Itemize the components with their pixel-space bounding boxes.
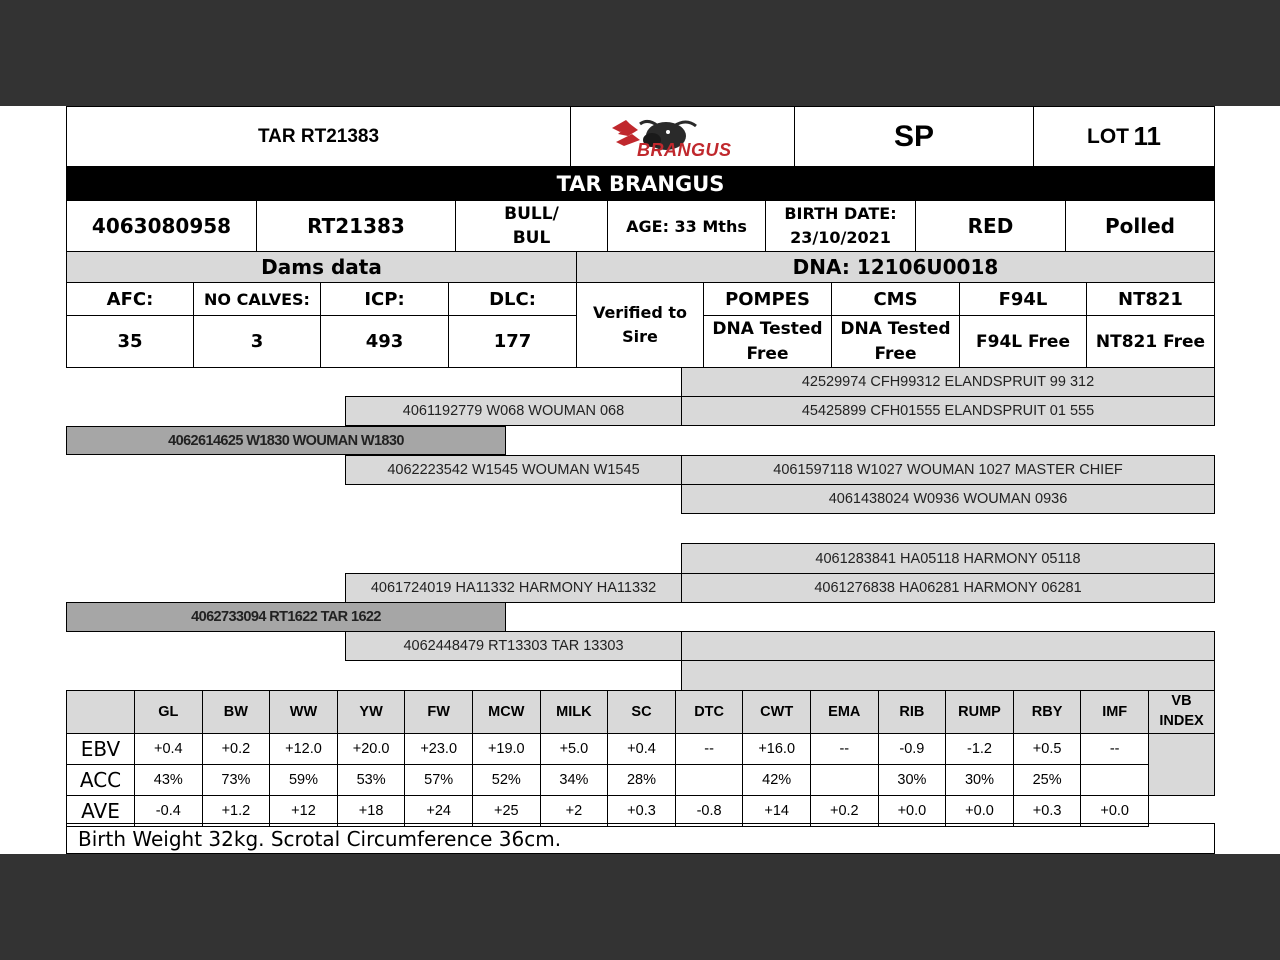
lot-number: 11: [1133, 121, 1161, 151]
pedigree-dam-sire-sire: 4061283841 HA05118 HARMONY 05118: [681, 543, 1215, 574]
ebv-ave-rump: +0.0: [945, 795, 1014, 827]
ebv-row-label-acc: ACC: [66, 764, 135, 796]
dna-test-f94l: F94L: [959, 282, 1087, 316]
dna-verified: Verified to Sire: [576, 282, 704, 368]
ebv-header-gl: GL: [134, 690, 203, 734]
animal-name: TAR RT21383: [66, 106, 571, 167]
ebv-ave-fw: +24: [404, 795, 473, 827]
ebv-ave-yw: +18: [337, 795, 406, 827]
pedigree-dam: 4062733094 RT1622 TAR 1622: [66, 602, 506, 632]
ebv-ave-ww: +12: [269, 795, 338, 827]
dna-result-nt821: NT821 Free: [1086, 315, 1215, 368]
ebv-ebv-mcw: +19.0: [472, 733, 541, 765]
dams-header-calves: NO CALVES:: [193, 282, 321, 316]
ebv-ebv-rib: -0.9: [878, 733, 947, 765]
ebv-acc-ww: 59%: [269, 764, 338, 796]
ebv-ebv-cwt: +16.0: [742, 733, 811, 765]
dams-header-dlc: DLC:: [448, 282, 577, 316]
notes-row: [66, 823, 1215, 854]
pedigree-dam-dam: 4062448479 RT13303 TAR 13303: [345, 631, 682, 661]
lot-label: LOT: [1087, 124, 1130, 148]
dams-value-calves: 3: [193, 315, 321, 368]
ebv-vb-index-body: [1148, 733, 1215, 796]
pedigree-dam-dam-sire: [681, 631, 1215, 661]
ebv-ebv-rump: -1.2: [945, 733, 1014, 765]
ebv-ebv-imf: --: [1080, 733, 1149, 765]
dna-title: DNA: 12106U0018: [576, 251, 1215, 283]
ebv-header-imf: IMF: [1080, 690, 1149, 734]
ebv-ave-rib: +0.0: [878, 795, 947, 827]
sex-cell: BULL/ BUL: [455, 200, 608, 252]
dna-test-cms: CMS: [831, 282, 960, 316]
ebv-acc-yw: 53%: [337, 764, 406, 796]
ebv-ave-rby: +0.3: [1013, 795, 1082, 827]
ebv-ebv-rby: +0.5: [1013, 733, 1082, 765]
ebv-header-mcw: MCW: [472, 690, 541, 734]
pedigree-sire-dam-sire: 4061597118 W1027 WOUMAN 1027 MASTER CHIEF: [681, 455, 1215, 485]
code-cell: SP: [794, 106, 1034, 167]
horn-cell: Polled: [1065, 200, 1215, 252]
pedigree-sire-sire-dam: 45425899 CFH01555 ELANDSPRUIT 01 555: [681, 396, 1215, 426]
birth-date-value: 23/10/2021: [790, 228, 891, 247]
ebv-ave-cwt: +14: [742, 795, 811, 827]
ebv-acc-rib: 30%: [878, 764, 947, 796]
logo-text: BRANGUS: [637, 140, 732, 160]
dams-header-afc: AFC:: [66, 282, 194, 316]
ebv-acc-bw: 73%: [202, 764, 271, 796]
notes-text: Birth Weight 32kg. Scrotal Circumference 36cm.: [78, 826, 562, 851]
ebv-acc-mcw: 52%: [472, 764, 541, 796]
ebv-ave-mcw: +25: [472, 795, 541, 827]
ebv-header-rib: RIB: [878, 690, 947, 734]
ebv-ebv-dtc: --: [675, 733, 744, 765]
ebv-ave-imf: +0.0: [1080, 795, 1149, 827]
ebv-ave-gl: -0.4: [134, 795, 203, 827]
dams-value-dlc: 177: [448, 315, 577, 368]
ebv-header-bw: BW: [202, 690, 271, 734]
pedigree-sire-sire: 4061192779 W068 WOUMAN 068: [345, 396, 682, 426]
ebv-ave-bw: +1.2: [202, 795, 271, 827]
ebv-ebv-ema: --: [810, 733, 879, 765]
pedigree-sire-dam: 4062223542 W1545 WOUMAN W1545: [345, 455, 682, 485]
colour-cell: RED: [915, 200, 1066, 252]
pedigree-dam-dam-dam: [681, 660, 1215, 691]
ebv-ebv-sc: +0.4: [607, 733, 676, 765]
ebv-acc-milk: 34%: [540, 764, 609, 796]
dams-header-icp: ICP:: [320, 282, 449, 316]
dna-test-pompes: POMPES: [703, 282, 832, 316]
dams-value-afc: 35: [66, 315, 194, 368]
ebv-header-milk: MILK: [540, 690, 609, 734]
ebv-header-vb-index: VB INDEX: [1148, 690, 1215, 734]
brangus-logo: [570, 106, 795, 167]
ebv-header-fw: FW: [404, 690, 473, 734]
dams-title: Dams data: [66, 251, 577, 283]
dams-value-icp: 493: [320, 315, 449, 368]
ebv-acc-dtc: [675, 764, 744, 796]
pedigree-dam-sire: 4061724019 HA11332 HARMONY HA11332: [345, 573, 682, 603]
ebv-header-dtc: DTC: [675, 690, 744, 734]
ebv-header-ww: WW: [269, 690, 338, 734]
ebv-header-ema: EMA: [810, 690, 879, 734]
ebv-header-rby: RBY: [1013, 690, 1082, 734]
ebv-acc-ema: [810, 764, 879, 796]
breeder-bar: TAR BRANGUS: [66, 167, 1215, 200]
age-cell: AGE: 33 Mths: [607, 200, 766, 252]
ebv-header-corner: [66, 690, 135, 734]
ebv-acc-gl: 43%: [134, 764, 203, 796]
ident-number: RT21383: [256, 200, 456, 252]
ebv-ebv-milk: +5.0: [540, 733, 609, 765]
ebv-acc-cwt: 42%: [742, 764, 811, 796]
dna-result-cms: DNA Tested Free: [831, 315, 960, 368]
ebv-header-yw: YW: [337, 690, 406, 734]
pedigree-sire-sire-sire: 42529974 CFH99312 ELANDSPRUIT 99 312: [681, 367, 1215, 397]
ebv-ebv-ww: +12.0: [269, 733, 338, 765]
lot-sheet: [0, 106, 1280, 854]
ebv-acc-sc: 28%: [607, 764, 676, 796]
ebv-header-rump: RUMP: [945, 690, 1014, 734]
ebv-ave-milk: +2: [540, 795, 609, 827]
ebv-ebv-gl: +0.4: [134, 733, 203, 765]
dna-result-pompes: DNA Tested Free: [703, 315, 832, 368]
reg-number: 4063080958: [66, 200, 257, 252]
ebv-ave-sc: +0.3: [607, 795, 676, 827]
ebv-acc-fw: 57%: [404, 764, 473, 796]
pedigree-dam-sire-dam: 4061276838 HA06281 HARMONY 06281: [681, 573, 1215, 603]
pedigree-sire-dam-dam: 4061438024 W0936 WOUMAN 0936: [681, 484, 1215, 514]
pedigree-sire: 4062614625 W1830 WOUMAN W1830: [66, 426, 506, 455]
ebv-ave-ema: +0.2: [810, 795, 879, 827]
ebv-ebv-bw: +0.2: [202, 733, 271, 765]
birth-date-label: BIRTH DATE:: [784, 204, 897, 223]
dna-test-nt821: NT821: [1086, 282, 1215, 316]
birth-date-cell: [765, 200, 916, 252]
ebv-row-label-ave: AVE: [66, 795, 135, 827]
ebv-acc-rump: 30%: [945, 764, 1014, 796]
dna-result-f94l: F94L Free: [959, 315, 1087, 368]
ebv-acc-rby: 25%: [1013, 764, 1082, 796]
ebv-header-sc: SC: [607, 690, 676, 734]
ebv-ebv-yw: +20.0: [337, 733, 406, 765]
ebv-acc-imf: [1080, 764, 1149, 796]
ebv-ebv-fw: +23.0: [404, 733, 473, 765]
lot-cell: [1033, 106, 1215, 167]
ebv-ave-dtc: -0.8: [675, 795, 744, 827]
ebv-header-cwt: CWT: [742, 690, 811, 734]
ebv-row-label-ebv: EBV: [66, 733, 135, 765]
